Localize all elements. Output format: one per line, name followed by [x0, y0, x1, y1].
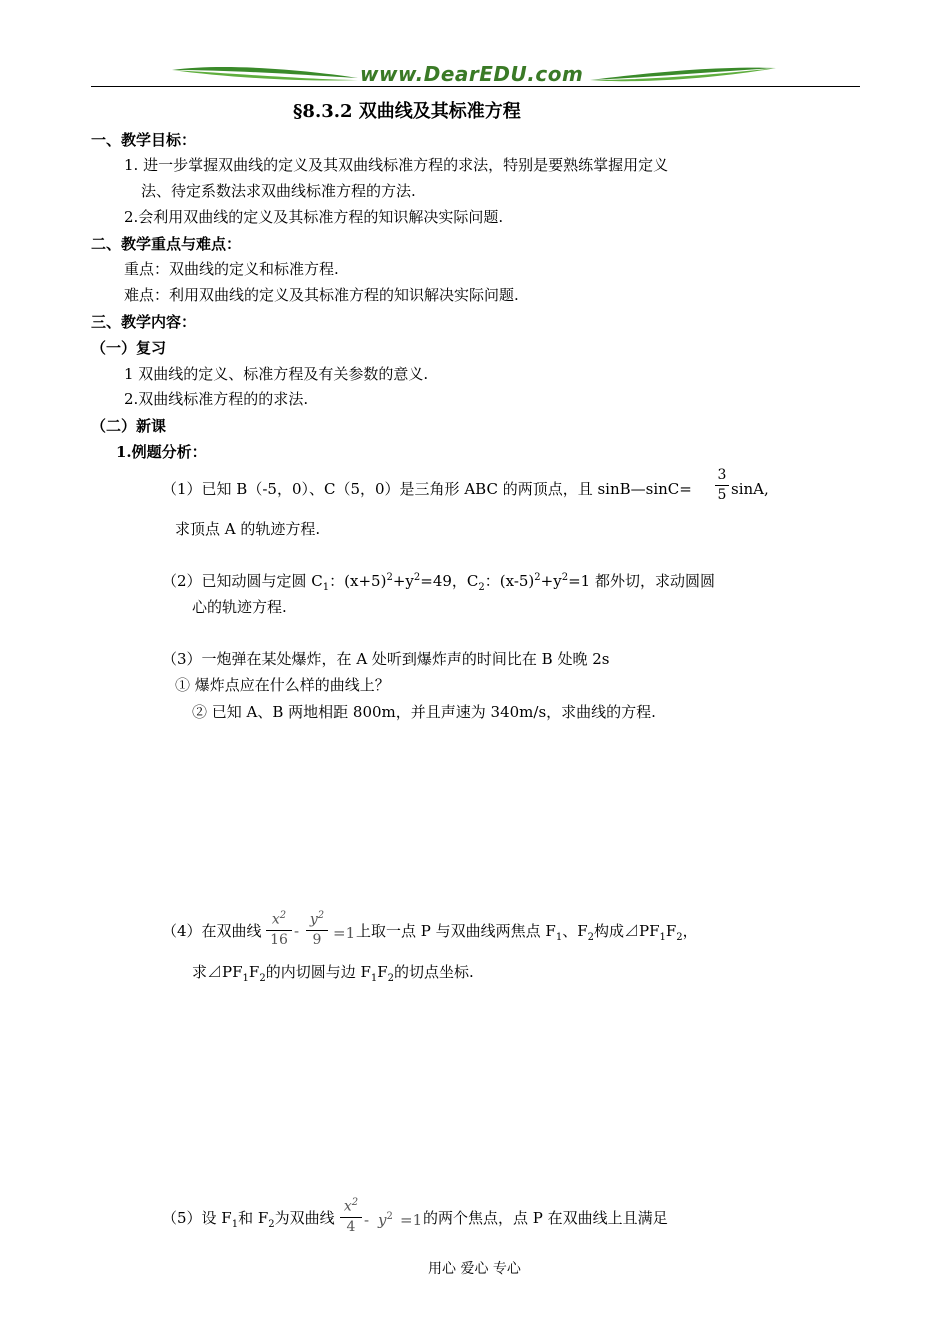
example-4-line-2: 求$⊿PF_1F_2$的内切圆与边 $F_1F_2$的切点坐标. — [192, 963, 474, 984]
logo-text: www.DearEDU.com — [360, 62, 584, 86]
fraction-bar — [715, 485, 729, 486]
page-title: §8.3.2 双曲线及其标准方程 — [293, 101, 521, 122]
example-5-suffix: 的两个焦点，点 P 在双曲线上且满足 — [423, 1209, 668, 1227]
section-heading-goals: 一、教学目标： — [91, 131, 197, 149]
header-rule — [91, 86, 860, 87]
example-5-equals: =1 — [400, 1211, 423, 1229]
page-footer: 用心 爱心 专心 — [428, 1261, 521, 1277]
example-4-fraction-x: $x^2$ 16 — [266, 910, 292, 948]
example-5-fraction: $x^2$ 4 — [340, 1197, 362, 1235]
example-2-line-2: 心的轨迹方程. — [192, 598, 287, 616]
review-item-2: 2.双曲线标准方程的的求法. — [124, 390, 309, 408]
example-1-text-b: sinA, — [731, 480, 769, 498]
fraction-numerator: 3 — [717, 467, 727, 483]
goal-item-1-line-2: 法、待定系数法求双曲线标准方程的方法. — [141, 182, 416, 200]
example-4-suffix: 上取一点 P 与双曲线两焦点 $F_1$、$F_2$构成$⊿PF_1F_2$， — [356, 922, 698, 943]
new-lesson-heading: （二）新课 — [91, 417, 167, 435]
fraction-denominator: 5 — [717, 487, 727, 504]
example-1-text-a: （1）已知 B（-5，0）、C（5，0）是三角形 ABC 的两顶点，且 sinB—sinC= — [162, 480, 692, 498]
example-3-line-2: ① 爆炸点应在什么样的曲线上？ — [175, 676, 390, 694]
example-4-fraction-y: $y^2$ 9 — [306, 910, 328, 948]
example-5-minus: - — [364, 1211, 370, 1229]
example-2-line-1: （2）已知动圆与定圆 $C_1$：$(x+5)^2+y^2=49$，$C_2$：$(x-5)^2+y^2=1$ 都外切，求动圆圆 — [162, 572, 715, 593]
goal-item-2: 2.会利用双曲线的定义及其标准方程的知识解决实际问题. — [124, 208, 504, 226]
review-item-1: 1 双曲线的定义、标准方程及有关参数的意义. — [124, 365, 429, 383]
example-3-line-1: （3）一炮弹在某处爆炸，在 A 处听到爆炸声的时间比在 B 处晚 2s — [162, 650, 610, 668]
example-4-prefix: （4）在双曲线 — [162, 922, 262, 940]
example-4-equals: =1 — [333, 924, 356, 942]
section-heading-content: 三、教学内容： — [91, 313, 197, 331]
review-heading: （一）复习 — [91, 339, 167, 357]
example-5-prefix: （5）设 $F_1$和 $F_2$为双曲线 — [162, 1209, 335, 1230]
key-point: 重点：双曲线的定义和标准方程. — [124, 260, 339, 278]
example-1-line-2: 求顶点 A 的轨迹方程. — [175, 520, 321, 538]
example-1-text — [162, 480, 692, 498]
example-1-fraction — [715, 468, 729, 504]
difficult-point: 难点：利用双曲线的定义及其标准方程的知识解决实际问题. — [124, 286, 519, 304]
goal-item-1-line-1: 1. 进一步掌握双曲线的定义及其双曲线标准方程的求法，特别是要熟练掌握用定义 — [124, 156, 669, 174]
section-heading-key-points: 二、教学重点与难点： — [91, 235, 242, 253]
example-3-line-3: ② 已知 A、B 两地相距 800m，并且声速为 340m/s，求曲线的方程. — [192, 703, 656, 721]
examples-heading: 1.例题分析： — [116, 443, 207, 461]
example-5-y-term: $y^2$ — [378, 1211, 393, 1229]
example-4-minus: - — [294, 922, 300, 940]
